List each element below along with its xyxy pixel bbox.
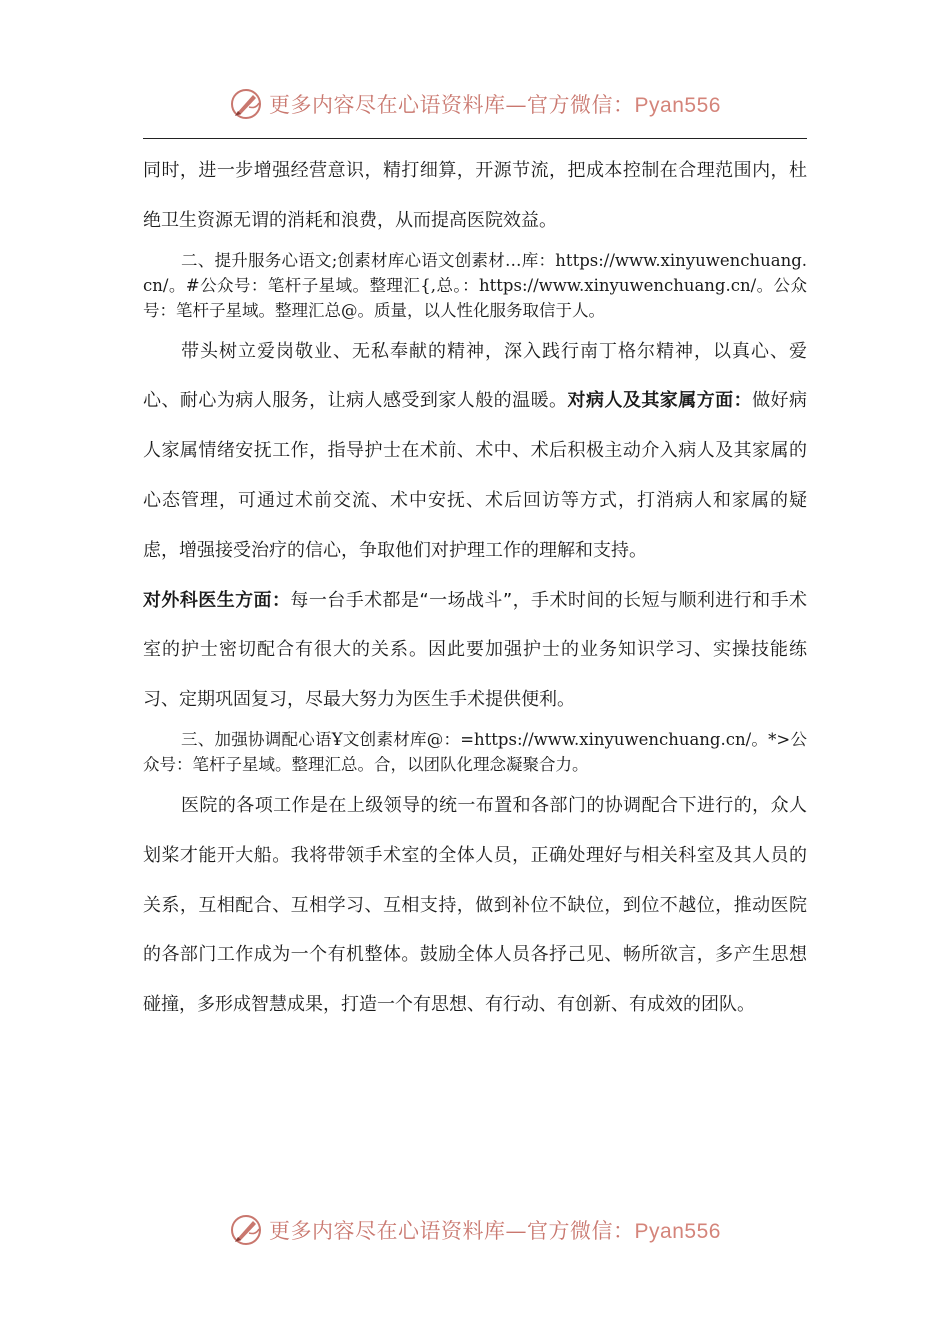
footer-wechat-id: Pyan556 <box>634 1220 721 1243</box>
quill-pen-logo-icon <box>229 1213 263 1247</box>
header-wechat-id: Pyan556 <box>634 94 721 117</box>
header-banner-text <box>269 89 721 119</box>
paragraph-3-body: 做好病人家属情绪安抚工作，指导护士在术前、术中、术后积极主动介入病人及其家属的心态管理，可通过术前交流、术中安抚、术后回访等方式，打消病人和家属的疑虑，增强接受治疗的信心，争取他们对护理工作的理解和支持。 <box>143 390 808 561</box>
patients-family-subheading: 对病人及其家属方面： <box>567 390 753 412</box>
surgeons-subheading: 对外科医生方面： <box>143 589 291 611</box>
header-banner <box>0 84 950 124</box>
paragraph-4 <box>143 576 807 725</box>
paragraph-3-intro: 带头树立爱岗敬业、无私奉献的精神，深入践行南丁格尔精神，以真心、爱心、耐心为病人服务，让病人感受到家人般的温暖。 <box>143 340 807 412</box>
header-banner-label: 更多内容尽在心语资料库—官方微信： <box>269 93 635 117</box>
document-body <box>143 146 807 1030</box>
footer-banner-label: 更多内容尽在心语资料库—官方微信： <box>269 1219 635 1243</box>
header-divider <box>143 138 807 139</box>
paragraph-3 <box>143 327 807 576</box>
footer-banner-text <box>269 1215 721 1245</box>
heading-2-paragraph: 二、提升服务心语文;创素材库心语文创素材…库：https://www.xinyuwenchuang.cn/。#公众号：笔杆子星域。整理汇{,总。：https://www.xinyuwenchuang.cn/。公众号：笔杆子星域。整理汇总@。质量，以人性化服务取信于人。 <box>143 250 807 320</box>
paragraph-6: 医院的各项工作是在上级领导的统一布置和各部门的协调配合下进行的，众人划桨才能开大船。我将带领手术室的全体人员，正确处理好与相关科室及其人员的关系，互相配合、互相学习、互相支持，做到补位不缺位，到位不越位，推动医院的各部门工作成为一个有机整体。鼓励全体人员各抒己见、畅所欲言，多产生思想碰撞，多形成智慧成果，打造一个有思想、有行动、有创新、有成效的团队。 <box>143 794 807 1016</box>
heading-3-paragraph: 三、加强协调配心语Ұ文创素材库@：=https://www.xinyuwenchuang.cn/。*>公众号：笔杆子星域。整理汇总。合，以团队化理念凝聚合力。 <box>143 729 807 774</box>
paragraph-4-body: 每一台手术都是“一场战斗”，手术时间的长短与顺利进行和手术室的护士密切配合有很大的关系。因此要加强护士的业务知识学习、实操技能练习、定期巩固复习，尽最大努力为医生手术提供便利。 <box>143 589 808 711</box>
quill-pen-logo-icon <box>229 87 263 121</box>
paragraph-1: 同时，进一步增强经营意识，精打细算，开源节流，把成本控制在合理范围内，杜绝卫生资源无谓的消耗和浪费，从而提高医院效益。 <box>143 160 807 231</box>
footer-banner <box>0 1210 950 1250</box>
